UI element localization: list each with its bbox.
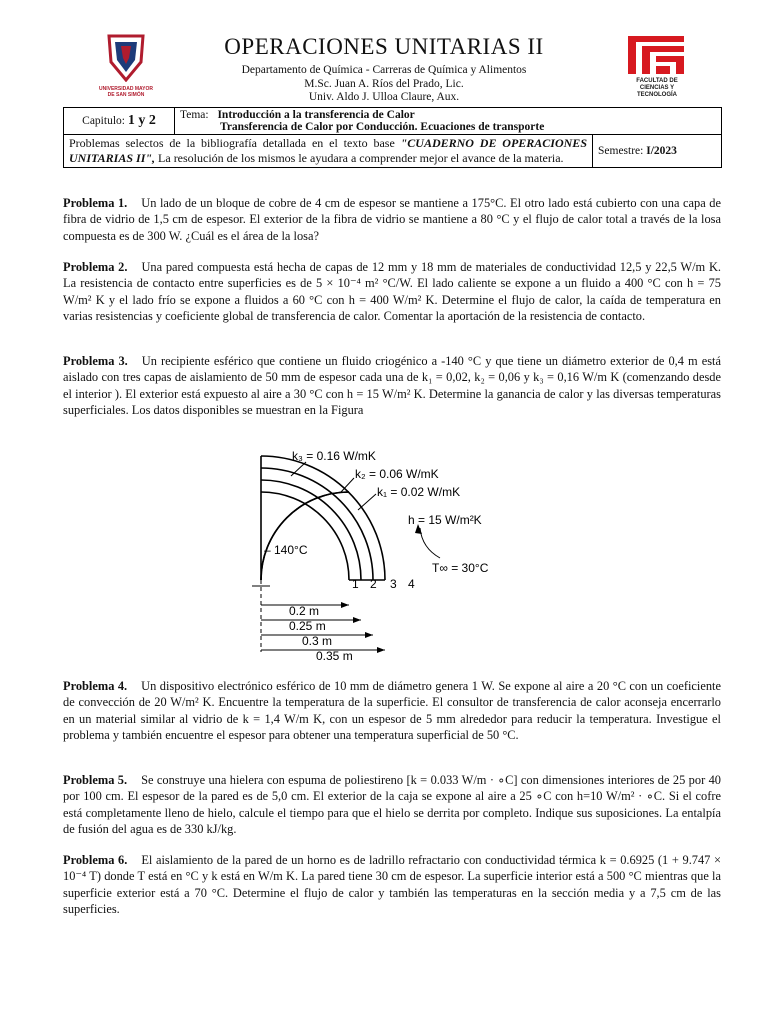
problem-6-text: El aislamiento de la pared de un horno es de ladrillo refractario con conductividad térmica k = 0.6925 (1 + 9.747 × 10⁻⁴ T) donde T está en °C y k está en W/m K. La pared tiene 30 cm de espesor. La superficie interior está a 500 °C mientras que la superficie exterior está a 70 °C. Determine el flujo de calor y también las temperaturas en la sección media y a 7,5 cm de las superficies. bbox=[63, 853, 721, 917]
problem-4-label: Problema 4. bbox=[63, 679, 128, 693]
problem-4 bbox=[63, 678, 721, 744]
insulation-figure bbox=[236, 440, 496, 665]
problem-1 bbox=[63, 195, 721, 244]
info-table bbox=[63, 107, 722, 168]
problem-3-label: Problema 3. bbox=[63, 354, 128, 368]
chapter-label: Capitulo: bbox=[82, 115, 125, 127]
radius-4: 0.35 m bbox=[316, 649, 353, 663]
topic-label: Tema: bbox=[180, 109, 209, 121]
teacher: M.Sc. Juan A. Ríos del Prado, Lic. bbox=[304, 78, 464, 90]
page-title: OPERACIONES UNITARIAS II bbox=[224, 34, 544, 59]
problem-2-text: Una pared compuesta está hecha de capas de 12 mm y 18 mm de materiales de conductividad 12,5 y 22,5 W/m K. La resistencia de contacto entre superficies es de 5 × 10⁻⁴ m² °C/W. El lado caliente se expone a un fluido a 400 °C con h = 75 W/m² K y el lado frío se expone a fluidos a 60 °C con h = 400 W/m² K. Determine el flujo de calor, la caída de temperatura en varias resistencias y coeficiente global de transferencia de calor. Comentar la aportación de la resistencia de contacto. bbox=[63, 260, 721, 324]
problem-5-label: Problema 5. bbox=[63, 773, 128, 787]
assistant: Univ. Aldo J. Ulloa Claure, Aux. bbox=[308, 91, 460, 103]
university-logo-text: UNIVERSIDAD MAYOR DE SAN SIMÓN bbox=[99, 86, 153, 98]
problem-2 bbox=[63, 259, 721, 325]
problem-1-text: Un lado de un bloque de cobre de 4 cm de espesor se mantiene a 175°C. El otro lado está cubierto con una capa de fibra de vidrio de 1,5 cm de espesor. El exterior de la fibra de vidrio se mantiene a 80 °C y el flujo de calor total a través de la losa compuesta es de 300 W. ¿Cuál es el área de la losa? bbox=[63, 196, 721, 243]
topic-cell bbox=[175, 108, 722, 135]
radius-1: 0.2 m bbox=[289, 604, 320, 618]
description-cell bbox=[64, 135, 593, 168]
problem-6-label: Problema 6. bbox=[63, 853, 128, 867]
problem-3 bbox=[63, 353, 721, 419]
topic-line1: Introducción a la transferencia de Calor bbox=[217, 109, 415, 121]
label-k1: k₁ = 0.02 W/mK bbox=[377, 485, 461, 499]
label-h: h = 15 W/m²K bbox=[408, 513, 482, 527]
semester-label: Semestre: bbox=[598, 145, 644, 157]
layer-4: 4 bbox=[408, 577, 415, 591]
desc-after: La resolución de los mismos le ayudara a comprender mejor el avance de la materia. bbox=[155, 151, 564, 165]
problem-5 bbox=[63, 772, 721, 838]
desc-before: Problemas selectos de la bibliografía detallada en el texto base bbox=[69, 136, 401, 150]
semester-cell bbox=[593, 135, 722, 168]
radius-3: 0.3 m bbox=[302, 634, 333, 648]
problem-1-label: Problema 1. bbox=[63, 196, 128, 210]
arc-inner bbox=[261, 492, 349, 580]
layer-1: 1 bbox=[352, 577, 359, 591]
label-k3: k₃ = 0.16 W/mK bbox=[292, 449, 376, 463]
desc-book: "CUADERNO DE OPERACIONES UNITARIAS II", bbox=[69, 136, 587, 165]
layer-3: 3 bbox=[390, 577, 397, 591]
department: Departamento de Química - Carreras de Química y Alimentos bbox=[241, 64, 527, 76]
chapter-value: 1 y 2 bbox=[127, 113, 156, 128]
problem-6 bbox=[63, 852, 721, 918]
label-k2: k₂ = 0.06 W/mK bbox=[355, 467, 439, 481]
layer-2: 2 bbox=[370, 577, 377, 591]
problem-3-text: Un recipiente esférico que contiene un fluido criogénico a -140 °C y que tiene un diámetro exterior de 0,4 m está aislado con tres capas de aislamiento de 50 mm de espesor cada una de k₁ = 0,02, k₂ = 0,06 y k₃ = 0,16 W/m K (comenzando desde el interior ). El exterior está expuesto al aire a 30 °C con h = 15 W/m² K. Determine la ganancia de calor y las diversas temperaturas superficiales. Los datos disponibles se muestran en la Figura bbox=[63, 354, 721, 418]
faculty-logo-text: FACULTAD DE CIENCIAS Y TECNOLOGÍA bbox=[636, 78, 678, 98]
arc-r1 bbox=[261, 492, 349, 580]
label-t-inner: – 140°C bbox=[264, 543, 308, 557]
topic-line2: Transferencia de Calor por Conducción. Ecuaciones de transporte bbox=[220, 121, 545, 133]
semester-value: I/2023 bbox=[646, 145, 677, 157]
problem-2-label: Problema 2. bbox=[63, 260, 128, 274]
problem-4-text: Un dispositivo electrónico esférico de 10 mm de diámetro genera 1 W. Se expone al aire a 20 °C con un coeficiente de convección de 20 W/m² K. Encuentre la temperatura de la superficie. El consultor de transferencia de calor aconseja encerrarlo en un material similar al vidrio de k = 1,4 W/m K, con un espesor de 5 mm alrededor para reducir la temperatura. Investigue el problema y también encuentre el espesor para obtener una temperatura superficial de 50 °C. bbox=[63, 679, 721, 743]
chapter-cell bbox=[64, 108, 175, 135]
arc-r3 bbox=[261, 468, 373, 580]
radius-2: 0.25 m bbox=[289, 619, 326, 633]
label-t-inf: T∞ = 30°C bbox=[432, 561, 489, 575]
problem-5-text: Se construye una hielera con espuma de poliestireno [k = 0.033 W/m · ∘C] con dimensiones interiores de 25 por 40 por 100 cm. El espesor de la pared es de 5,0 cm. El exterior de la caja se expone al aire a 25 ∘C con h=10 W/m² · ∘C. Si el cofre está completamente lleno de hielo, calcule el tiempo para que el hielo se derrita por completo. Indique sus suposiciones. La entalpía de fusión del agua es de 330 kJ/kg. bbox=[63, 773, 721, 837]
